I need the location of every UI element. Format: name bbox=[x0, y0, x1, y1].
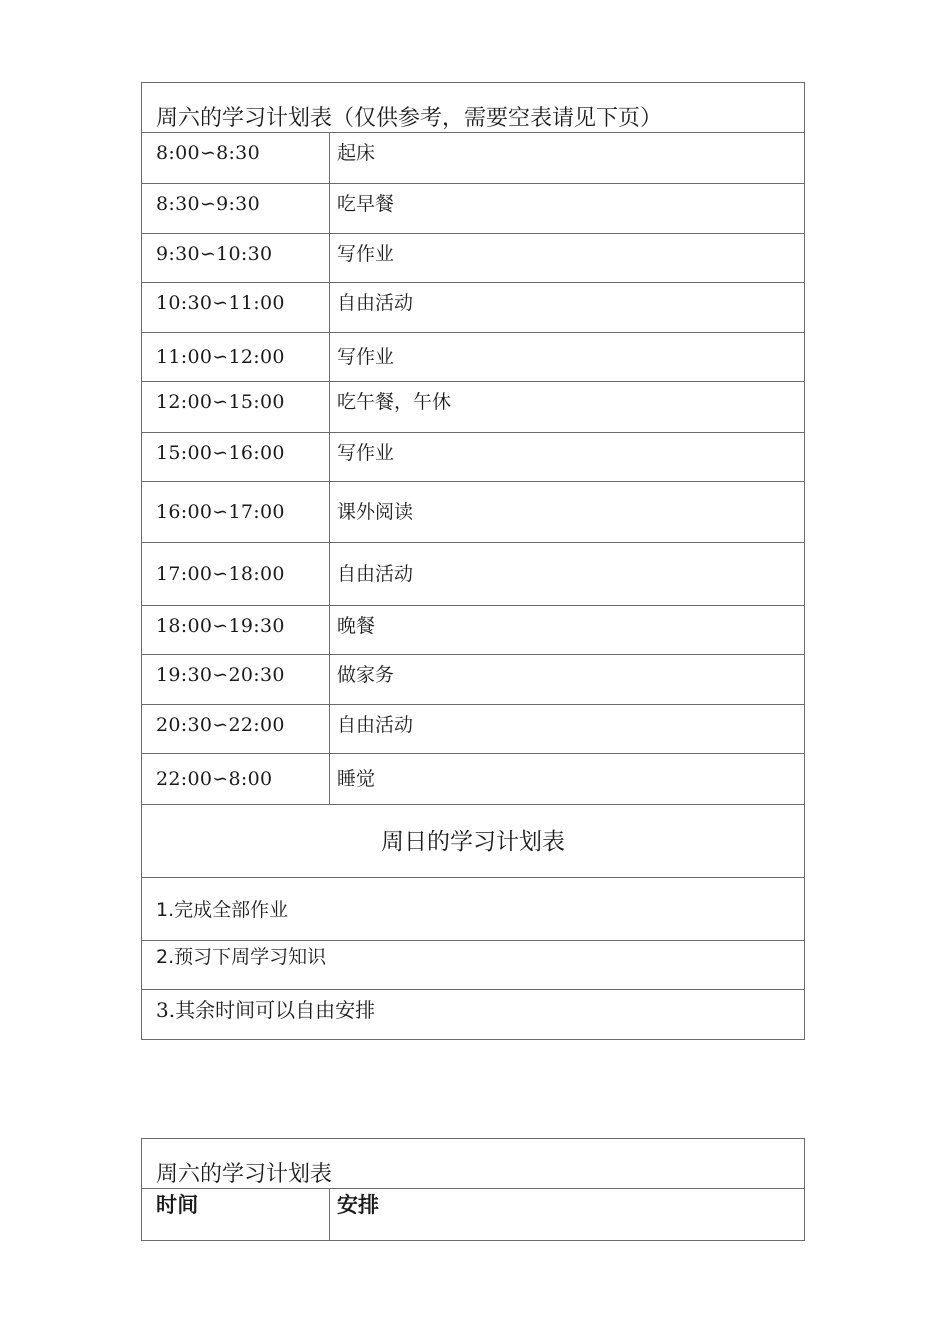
saturday-plan-title: 周六的学习计划表（仅供参考，需要空表请见下页） bbox=[156, 106, 663, 131]
time-cell bbox=[142, 705, 330, 753]
time-cell bbox=[142, 234, 330, 282]
table-row bbox=[142, 132, 804, 183]
activity-text: 吃午餐，午休 bbox=[337, 391, 452, 413]
activity-cell bbox=[330, 283, 804, 332]
activity-cell bbox=[330, 382, 804, 432]
activity-cell bbox=[330, 433, 804, 481]
activity-text: 睡觉 bbox=[337, 768, 376, 790]
sunday-plan-title-row bbox=[142, 804, 804, 877]
activity-text: 自由活动 bbox=[337, 563, 414, 585]
time-text: 16:00∽17:00 bbox=[156, 501, 285, 523]
header-row bbox=[142, 1188, 804, 1240]
time-text: 17:00∽18:00 bbox=[156, 563, 285, 585]
activity-text: 课外阅读 bbox=[337, 501, 414, 523]
time-text: 15:00∽16:00 bbox=[156, 442, 285, 464]
time-text: 19:30∽20:30 bbox=[156, 664, 285, 686]
activity-text: 晚餐 bbox=[337, 615, 376, 637]
sunday-item-text: 2.预习下周学习知识 bbox=[156, 946, 327, 968]
table-row bbox=[142, 605, 804, 654]
time-text: 20:30∽22:00 bbox=[156, 714, 285, 736]
list-item bbox=[142, 940, 804, 989]
table-row bbox=[142, 332, 804, 381]
time-cell bbox=[142, 133, 330, 183]
activity-cell bbox=[330, 705, 804, 753]
sunday-item-text: 1.完成全部作业 bbox=[156, 899, 289, 921]
time-header: 时间 bbox=[156, 1193, 199, 1217]
time-text: 18:00∽19:30 bbox=[156, 615, 285, 637]
time-cell bbox=[142, 333, 330, 381]
blank-saturday-plan-table bbox=[141, 1138, 805, 1241]
table-row bbox=[142, 481, 804, 542]
activity-text: 自由活动 bbox=[337, 714, 414, 736]
blank-plan-title: 周六的学习计划表 bbox=[156, 1162, 333, 1187]
table-row bbox=[142, 432, 804, 481]
table-row bbox=[142, 753, 804, 804]
time-cell bbox=[142, 184, 330, 233]
blank-plan-title-row bbox=[142, 1139, 804, 1188]
time-text: 10:30∽11:00 bbox=[156, 292, 285, 314]
table-row bbox=[142, 183, 804, 233]
time-cell bbox=[142, 482, 330, 542]
table-row bbox=[142, 381, 804, 432]
time-cell bbox=[142, 433, 330, 481]
time-text: 8:00∽8:30 bbox=[156, 142, 260, 164]
activity-text: 写作业 bbox=[337, 346, 395, 368]
table-row bbox=[142, 282, 804, 332]
saturday-plan-table bbox=[141, 82, 805, 1040]
table-row bbox=[142, 704, 804, 753]
time-text: 8:30∽9:30 bbox=[156, 193, 260, 215]
activity-cell bbox=[330, 655, 804, 704]
activity-cell bbox=[330, 133, 804, 183]
activity-header-cell bbox=[330, 1189, 804, 1240]
time-cell bbox=[142, 543, 330, 605]
time-text: 12:00∽15:00 bbox=[156, 391, 285, 413]
saturday-plan-title-row bbox=[142, 83, 804, 132]
activity-cell bbox=[330, 184, 804, 233]
activity-cell bbox=[330, 482, 804, 542]
time-text: 11:00∽12:00 bbox=[156, 346, 285, 368]
activity-header: 安排 bbox=[337, 1193, 379, 1217]
sunday-item-text: 3.其余时间可以自由安排 bbox=[156, 998, 376, 1022]
time-cell bbox=[142, 283, 330, 332]
activity-cell bbox=[330, 754, 804, 804]
activity-cell bbox=[330, 234, 804, 282]
activity-text: 吃早餐 bbox=[337, 193, 395, 215]
activity-text: 写作业 bbox=[337, 442, 395, 464]
activity-text: 写作业 bbox=[337, 243, 395, 265]
activity-text: 做家务 bbox=[337, 664, 395, 686]
time-cell bbox=[142, 382, 330, 432]
activity-cell bbox=[330, 543, 804, 605]
list-item bbox=[142, 989, 804, 1039]
time-cell bbox=[142, 754, 330, 804]
list-item bbox=[142, 877, 804, 940]
sunday-plan-title: 周日的学习计划表 bbox=[381, 829, 565, 855]
activity-cell bbox=[330, 333, 804, 381]
table-row bbox=[142, 233, 804, 282]
activity-text: 起床 bbox=[337, 142, 376, 164]
table-row bbox=[142, 542, 804, 605]
time-header-cell bbox=[142, 1189, 330, 1240]
time-cell bbox=[142, 606, 330, 654]
time-text: 9:30∽10:30 bbox=[156, 243, 273, 265]
time-text: 22:00∽8:00 bbox=[156, 768, 273, 790]
time-cell bbox=[142, 655, 330, 704]
table-row bbox=[142, 654, 804, 704]
activity-text: 自由活动 bbox=[337, 292, 414, 314]
activity-cell bbox=[330, 606, 804, 654]
